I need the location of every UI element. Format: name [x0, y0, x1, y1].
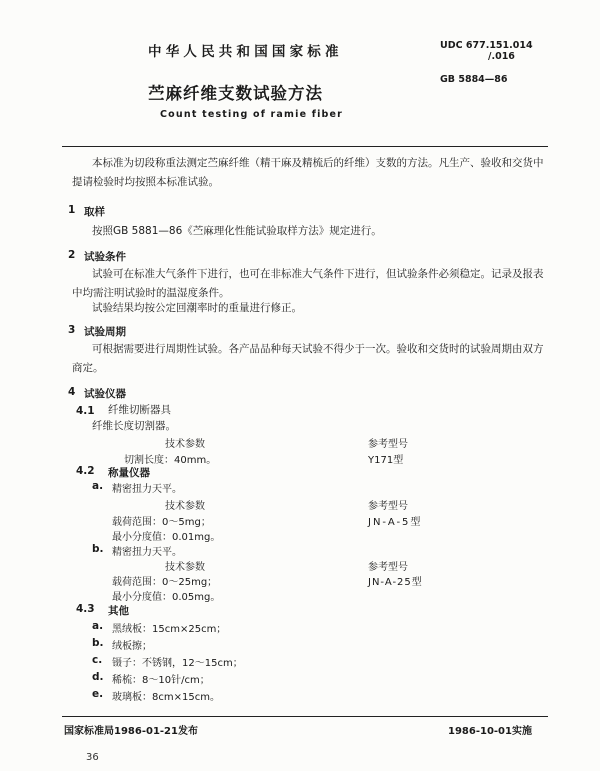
- section-4-2-b-division: 最小分度值：0.05mg。: [112, 592, 221, 603]
- standard-org-header: 中华人民共和国国家标准: [148, 44, 343, 60]
- gb-number: GB 5884—86: [440, 74, 508, 85]
- section-4-2-a-division: 最小分度值：0.01mg。: [112, 532, 221, 543]
- section-4-1-model: Y171型: [368, 455, 404, 466]
- section-4-3-item-text: 黑绒板：15cm×25cm；: [112, 624, 227, 635]
- section-3-title: 试验周期: [84, 326, 126, 338]
- section-4-2-number: 4.2: [76, 465, 95, 477]
- section-4-2-b-name: 精密扭力天平。: [112, 547, 182, 558]
- section-1-text: 按照GB 5881—86《苎麻理化性能试验取样方法》规定进行。: [92, 225, 382, 237]
- section-4-1-item: 纤维长度切割器。: [92, 420, 176, 432]
- section-4-3-item-text: 绒板擦；: [112, 641, 152, 652]
- section-4-number: 4: [68, 386, 76, 398]
- section-4-2-b-label: b.: [92, 543, 104, 555]
- section-4-1-number: 4.1: [76, 405, 95, 417]
- section-1-number: 1: [68, 204, 76, 216]
- udc-line-2: /.016: [488, 51, 515, 62]
- section-2-title: 试验条件: [84, 251, 126, 263]
- section-4-2-b-model: JN-A-25型: [368, 577, 423, 588]
- section-4-3-item-label: d.: [92, 671, 104, 683]
- section-4-2-b-range: 载荷范围：0～25mg；: [112, 577, 218, 588]
- section-2-text-2: 试验结果均按公定回潮率时的重量进行修正。: [92, 302, 302, 314]
- section-4-3-item-text: 玻璃板：8cm×15cm。: [112, 692, 220, 703]
- section-3-text: 可根据需要进行周期性试验。各产品品种每天试验不得少于一次。验收和交货时的试验周期由双方商定。: [72, 343, 544, 374]
- section-2-text-1: 试验可在标准大气条件下进行，也可在非标准大气条件下进行，但试验条件必须稳定。记录及报表中均需注明试验时的温湿度条件。: [72, 268, 544, 299]
- section-4-3-item-text: 镊子：不锈钢，12～15cm；: [112, 658, 243, 669]
- section-4-1-param: 切割长度：40mm。: [124, 455, 217, 466]
- section-1-title: 取样: [84, 206, 105, 218]
- section-3-number: 3: [68, 324, 76, 336]
- section-4-1-param-head: 技术参数: [165, 439, 205, 450]
- section-4-2-b-model-head: 参考型号: [368, 562, 408, 573]
- section-4-3-item-text: 稀梳：8～10针/cm；: [112, 675, 210, 686]
- page-number: 36: [86, 752, 99, 763]
- section-4-1-title: 纤维切断器具: [108, 404, 171, 416]
- section-4-2-a-model-head: 参考型号: [368, 501, 408, 512]
- section-4-title: 试验仪器: [84, 388, 126, 400]
- section-4-2-a-model: JN-A-5型: [368, 517, 423, 528]
- section-4-2-a-name: 精密扭力天平。: [112, 484, 182, 495]
- section-4-1-model-head: 参考型号: [368, 439, 408, 450]
- section-2-number: 2: [68, 249, 76, 261]
- udc-line-1: UDC 677.151.014: [440, 40, 533, 51]
- section-4-2-a-param-head: 技术参数: [165, 501, 205, 512]
- section-4-2-a-range: 载荷范围：0～5mg；: [112, 517, 211, 528]
- document-title: 苎麻纤维支数试验方法: [148, 84, 323, 103]
- section-4-3-item-label: c.: [92, 654, 103, 666]
- section-4-2-b-param-head: 技术参数: [165, 562, 205, 573]
- section-4-3-item-label: b.: [92, 637, 104, 649]
- document-subtitle: Count testing of ramie fiber: [160, 109, 344, 120]
- intro-paragraph: 本标准为切段称重法测定苎麻纤维（精干麻及精梳后的纤维）支数的方法。凡生产、验收和交货中提请检验时均按照本标准试验。: [72, 157, 544, 188]
- section-4-3-item-label: e.: [92, 688, 104, 700]
- section-4-3-number: 4.3: [76, 603, 95, 615]
- effective-date: 1986-10-01实施: [448, 726, 532, 737]
- section-4-2-a-label: a.: [92, 480, 104, 492]
- issue-date: 国家标准局1986-01-21发布: [64, 726, 198, 737]
- header-divider: [62, 146, 548, 147]
- footer-divider: [62, 716, 548, 717]
- section-4-3-title: 其他: [108, 605, 129, 617]
- section-4-3-item-label: a.: [92, 620, 104, 632]
- section-4-2-title: 称量仪器: [108, 467, 150, 479]
- udc-code: [440, 40, 533, 62]
